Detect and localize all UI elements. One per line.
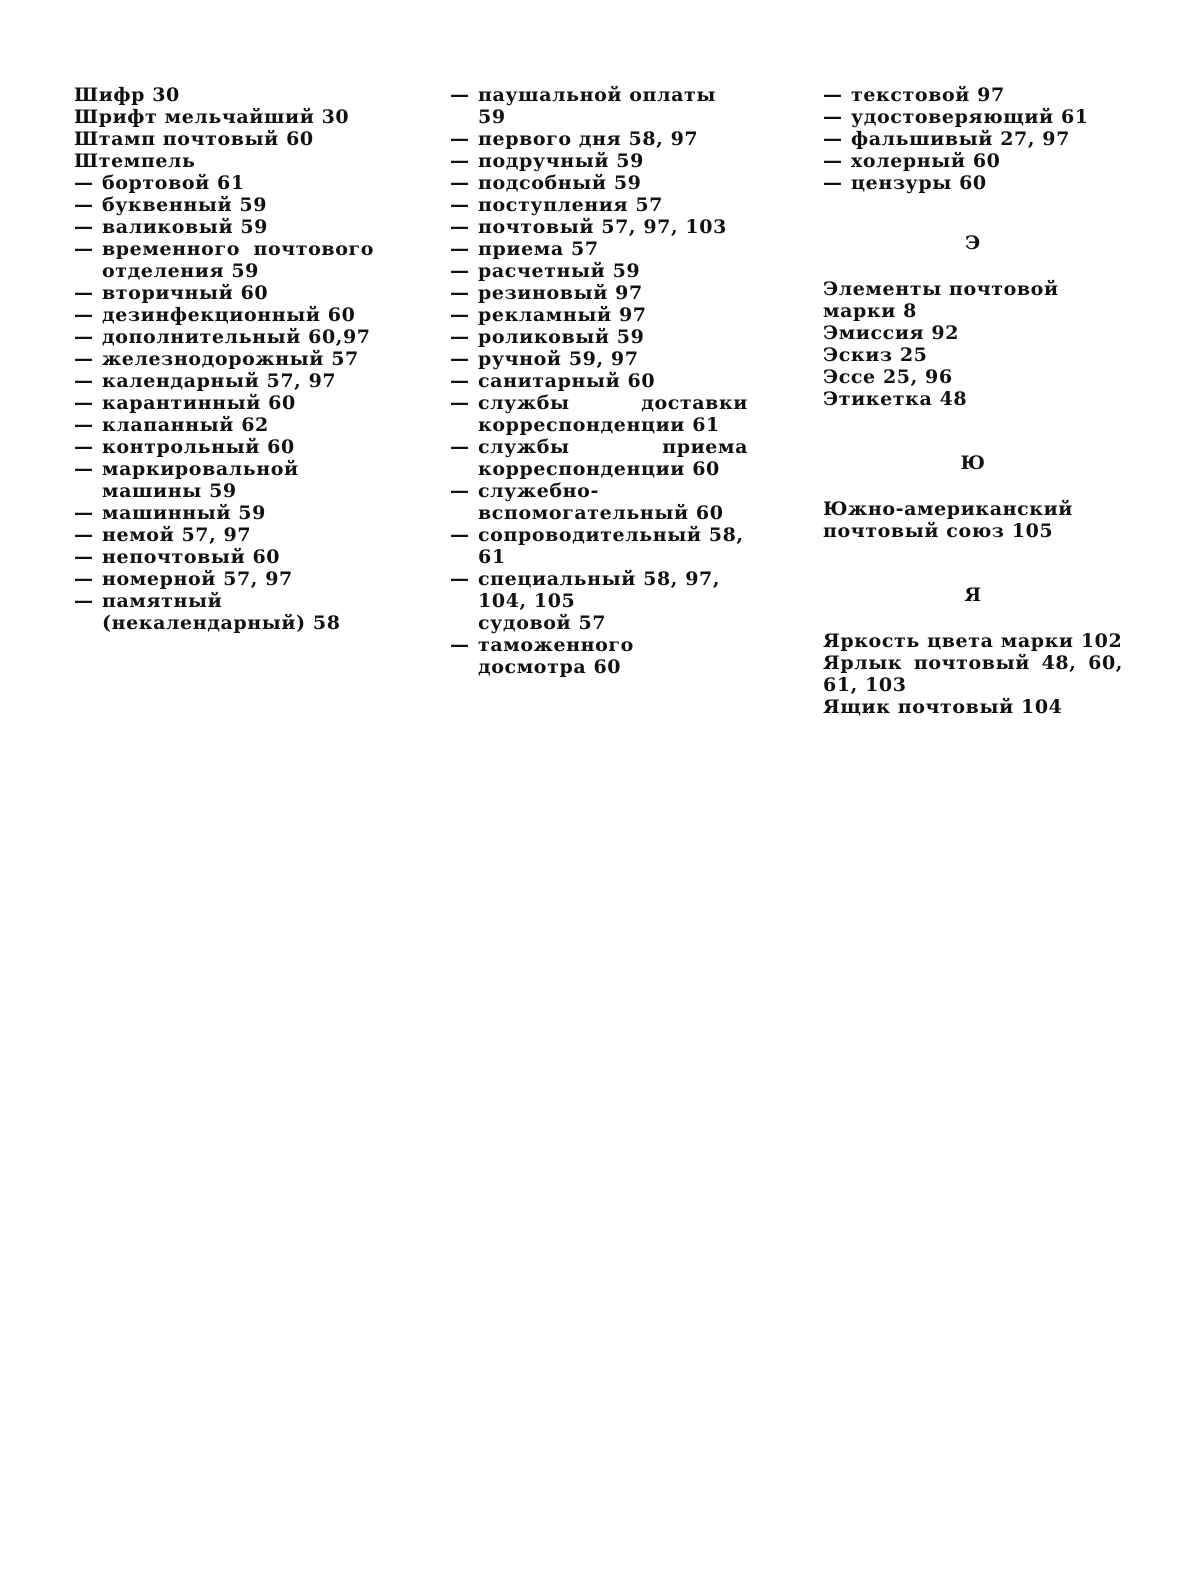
index-entry (823, 696, 1123, 718)
entry-text: дополнительный 60,97 (102, 326, 371, 348)
index-entry (823, 366, 1123, 388)
index-subentry (450, 348, 748, 370)
entry-text: временного почтового отделения 59 (102, 238, 374, 282)
index-subentry (823, 84, 1123, 106)
index-subentry (450, 216, 748, 238)
section-letter-heading: Э (965, 232, 981, 254)
entry-text: расчетный 59 (478, 260, 641, 282)
entry-text: Эскиз 25 (823, 344, 928, 366)
index-subentry (823, 150, 1123, 172)
subentry-dash: — (74, 194, 94, 216)
entry-text: Штамп почтовый 60 (74, 128, 314, 150)
entry-text: Эмиссия 92 (823, 322, 960, 344)
entry-text: судовой 57 (478, 612, 607, 634)
section-letter-heading: Я (964, 584, 982, 606)
subentry-dash: — (74, 392, 94, 414)
index-subentry (450, 436, 748, 480)
entry-text: удостоверяющий 61 (851, 106, 1089, 128)
entry-text: железнодорожный 57 (102, 348, 359, 370)
entry-text: служебно-вспомогательный 60 (478, 480, 724, 524)
entry-text: Ярлык почтовый 48, 60, 61, 103 (823, 652, 1123, 696)
subentry-dash: — (74, 546, 94, 568)
subentry-dash: — (450, 480, 470, 502)
subentry-dash: — (450, 348, 470, 370)
index-subentry (74, 370, 374, 392)
entry-text: Эссе 25, 96 (823, 366, 953, 388)
entry-text: специальный 58, 97, 104, 105 (478, 568, 721, 612)
index-subentry (450, 326, 748, 348)
index-subentry (823, 172, 1123, 194)
subentry-dash: — (823, 172, 843, 194)
subentry-dash: — (450, 128, 470, 150)
subentry-dash: — (823, 106, 843, 128)
entry-text: почтовый 57, 97, 103 (478, 216, 727, 238)
entry-text: резиновый 97 (478, 282, 643, 304)
subentry-dash: — (74, 414, 94, 436)
subentry-dash: — (450, 194, 470, 216)
entry-text: паушальной оплаты 59 (478, 84, 716, 128)
entry-text: Южно-американский почтовый союз 105 (823, 498, 1074, 542)
entry-text: Яркость цвета марки 102 (823, 630, 1123, 652)
subentry-dash: — (74, 216, 94, 238)
index-subentry (74, 392, 374, 414)
index-subentry (450, 304, 748, 326)
subentry-dash: — (823, 150, 843, 172)
entry-text: машинный 59 (102, 502, 266, 524)
index-subentry (450, 260, 748, 282)
subentry-dash: — (74, 238, 94, 260)
index-subentry (74, 546, 374, 568)
index-subentry (450, 84, 748, 128)
index-column-3 (823, 84, 1123, 718)
index-subentry (450, 238, 748, 260)
subentry-dash: — (74, 436, 94, 458)
subentry-dash: — (450, 84, 470, 106)
subentry-dash: — (450, 216, 470, 238)
entry-text: календарный 57, 97 (102, 370, 337, 392)
entry-text: номерной 57, 97 (102, 568, 293, 590)
index-entry (74, 84, 374, 106)
subentry-dash: — (450, 260, 470, 282)
index-entry (823, 630, 1123, 652)
index-subentry (450, 282, 748, 304)
index-subentry (74, 458, 374, 502)
subentry-dash: — (74, 590, 94, 612)
index-subentry (450, 480, 748, 524)
subentry-dash: — (450, 634, 470, 656)
entry-text: буквенный 59 (102, 194, 268, 216)
entry-text: Шрифт мельчайший 30 (74, 106, 350, 128)
index-subentry (74, 348, 374, 370)
index-subentry (74, 304, 374, 326)
entry-text: дезинфекционный 60 (102, 304, 356, 326)
entry-text: цензуры 60 (851, 172, 987, 194)
entry-text: непочтовый 60 (102, 546, 281, 568)
entry-text: немой 57, 97 (102, 524, 252, 546)
entry-text: фальшивый 27, 97 (851, 128, 1070, 150)
index-subentry (74, 282, 374, 304)
index-entry (823, 278, 1123, 322)
index-subentry (450, 370, 748, 392)
subentry-dash: — (823, 84, 843, 106)
entry-text: приема 57 (478, 238, 599, 260)
index-entry (74, 106, 374, 128)
entry-text: бортовой 61 (102, 172, 245, 194)
index-subentry (823, 106, 1123, 128)
index-subentry (450, 194, 748, 216)
index-entry (823, 344, 1123, 366)
subentry-dash: — (450, 150, 470, 172)
subentry-dash: — (450, 524, 470, 546)
subentry-dash: — (450, 568, 470, 590)
subentry-dash: — (74, 458, 94, 480)
subentry-dash: — (74, 348, 94, 370)
section-letter-heading: Ю (960, 452, 986, 474)
entry-text: памятный (некалендарный) 58 (102, 590, 341, 634)
subentry-dash: — (450, 282, 470, 304)
index-column-2 (450, 84, 748, 678)
subentry-dash: — (74, 304, 94, 326)
index-subentry (74, 590, 374, 634)
index-subentry (450, 172, 748, 194)
entry-text: Шифр 30 (74, 84, 180, 106)
entry-text: службы доставки корреспонденции 61 (478, 392, 748, 436)
entry-text: Ящик почтовый 104 (823, 696, 1063, 718)
subentry-dash: — (823, 128, 843, 150)
entry-text: валиковый 59 (102, 216, 268, 238)
subentry-dash: — (450, 238, 470, 260)
index-subentry (450, 568, 748, 612)
index-subentry (74, 326, 374, 348)
index-subentry (823, 128, 1123, 150)
index-subentry (74, 436, 374, 458)
index-entry (74, 150, 374, 172)
index-subentry (450, 150, 748, 172)
entry-text: маркировальной машины 59 (102, 458, 299, 502)
index-subentry (74, 568, 374, 590)
entry-text: ручной 59, 97 (478, 348, 639, 370)
index-subentry (74, 502, 374, 524)
index-subentry (450, 612, 748, 634)
entry-text: Этикетка 48 (823, 388, 968, 410)
subentry-dash: — (74, 326, 94, 348)
subentry-dash: — (450, 436, 470, 458)
entry-text: холерный 60 (851, 150, 1001, 172)
subentry-dash: — (450, 392, 470, 414)
subentry-dash: — (450, 172, 470, 194)
index-subentry (74, 414, 374, 436)
index-subentry (74, 194, 374, 216)
subentry-dash: — (74, 502, 94, 524)
entry-text: подручный 59 (478, 150, 644, 172)
entry-text: санитарный 60 (478, 370, 656, 392)
entry-text: первого дня 58, 97 (478, 128, 699, 150)
index-subentry (450, 524, 748, 568)
entry-text: карантинный 60 (102, 392, 296, 414)
entry-text: контрольный 60 (102, 436, 295, 458)
entry-text: подсобный 59 (478, 172, 642, 194)
subentry-dash: — (450, 326, 470, 348)
entry-text: вторичный 60 (102, 282, 269, 304)
subentry-dash: — (450, 370, 470, 392)
index-entry (823, 322, 1123, 344)
index-subentry (74, 524, 374, 546)
entry-text: Штемпель (74, 150, 196, 172)
subentry-dash: — (74, 282, 94, 304)
entry-text: рекламный 97 (478, 304, 647, 326)
index-entry (823, 388, 1123, 410)
entry-text: Элементы почтовой марки 8 (823, 278, 1059, 322)
index-subentry (450, 392, 748, 436)
index-entry (74, 128, 374, 150)
subentry-dash: — (74, 370, 94, 392)
subentry-dash: — (74, 568, 94, 590)
index-entry (823, 652, 1123, 696)
index-subentry (450, 128, 748, 150)
index-entry (823, 498, 1123, 542)
index-column-1 (74, 84, 374, 634)
subentry-dash: — (74, 172, 94, 194)
entry-text: таможенного досмотра 60 (478, 634, 634, 678)
index-subentry (74, 238, 374, 282)
entry-text: роликовый 59 (478, 326, 645, 348)
entry-text: сопроводительный 58, 61 (478, 524, 744, 568)
entry-text: текстовой 97 (851, 84, 1005, 106)
subentry-dash: — (74, 524, 94, 546)
entry-text: службы приема корреспонденции 60 (478, 436, 748, 480)
index-subentry (450, 634, 748, 678)
index-subentry (74, 216, 374, 238)
entry-text: поступления 57 (478, 194, 663, 216)
subentry-dash: — (450, 304, 470, 326)
index-subentry (74, 172, 374, 194)
entry-text: клапанный 62 (102, 414, 269, 436)
